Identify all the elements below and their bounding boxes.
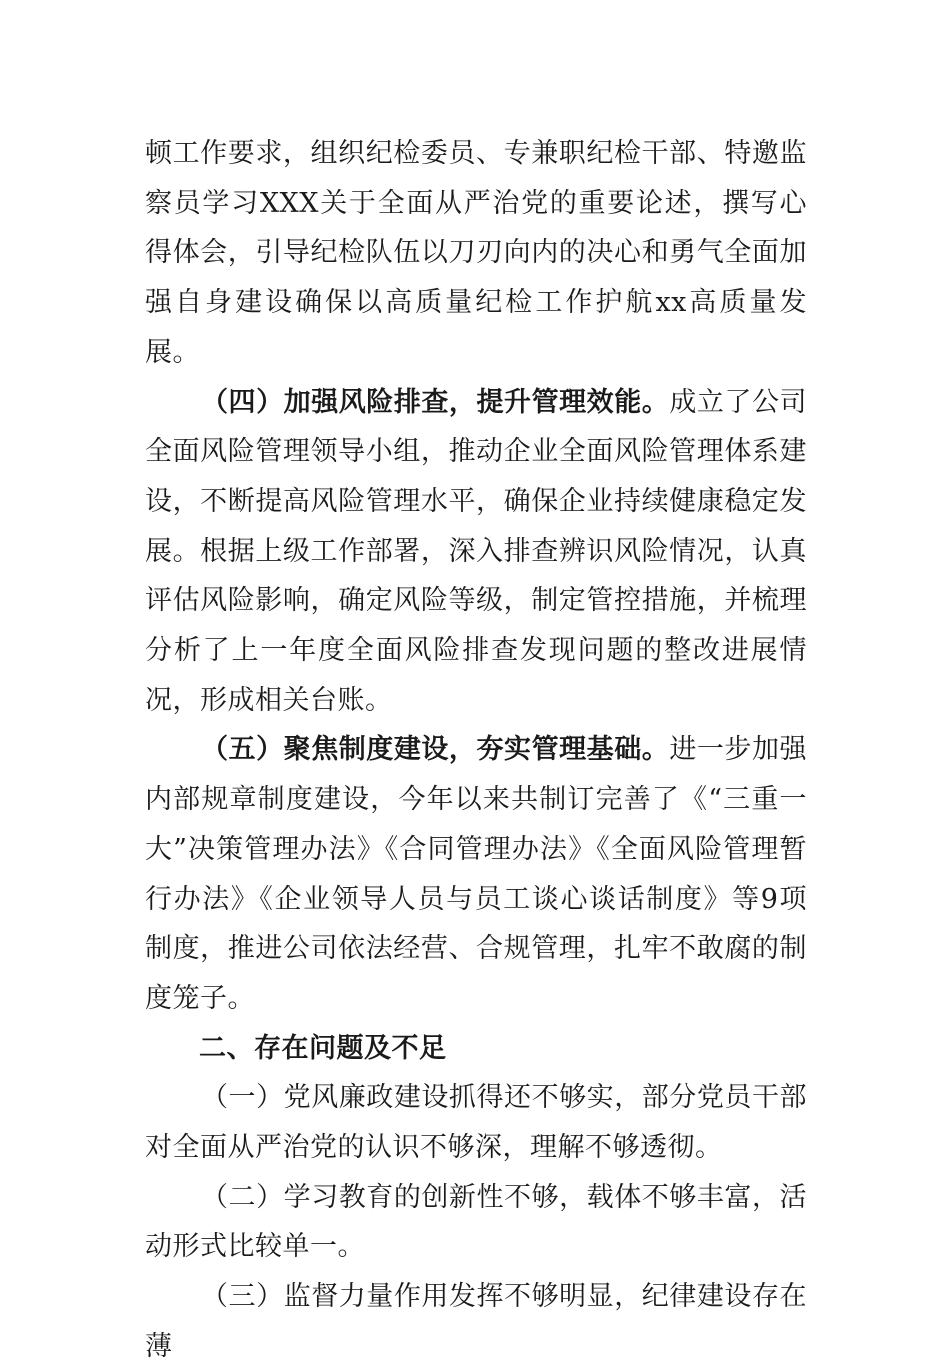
paragraph-problem-3: （三）监督力量作用发挥不够明显，纪律建设存在薄 (145, 1281, 807, 1362)
paragraph-risk-screening-body: 成立了公司全面风险管理领导小组，推动企业全面风险管理体系建设，不断提高风险管理水平，确保企业持续健康稳定发展。根据上级工作部署，深入排查辨识风险情况，认真评估风险影响，确定风险等级，制定管控措施，并梳理分析了上一年度全面风险排查发现问题的整改进展情况，形成相关台账。 (145, 386, 808, 716)
paragraph-problem-2: （二）学习教育的创新性不够，载体不够丰富，活动形式比较单一。 (145, 1181, 807, 1263)
paragraph-continued: 顿工作要求，组织纪检委员、专兼职纪检干部、特邀监察员学习XXX关于全面从严治党的重要论述，撰写心得体会，引导纪检队伍以刀刃向内的决心和勇气全面加强自身建设确保以高质量纪检工作护航xx高质量发展。 (145, 138, 807, 368)
paragraph-system-building (145, 725, 807, 1023)
section-title-problems: 二、存在问题及不足 (199, 1032, 447, 1064)
paragraph-risk-screening (145, 378, 807, 726)
heading-risk-screening: （四）加强风险排查，提升管理效能。 (201, 386, 670, 418)
document-body (145, 129, 807, 1372)
paragraph-problem-1: （一）党风廉政建设抓得还不够实，部分党员干部对全面从严治党的认识不够深，理解不够透彻。 (145, 1082, 807, 1164)
heading-system-building: （五）聚焦制度建设，夯实管理基础。 (201, 734, 670, 766)
paragraph-system-building-body: 进一步加强内部规章制度建设，今年以来共制订完善了《“三重一大”决策管理办法》《合同管理办法》《全面风险管理暂行办法》《企业领导人员与员工谈心谈话制度》等9项制度，推进公司依法经营、合规管理，扎牢不敢腐的制度笼子。 (145, 734, 808, 1014)
